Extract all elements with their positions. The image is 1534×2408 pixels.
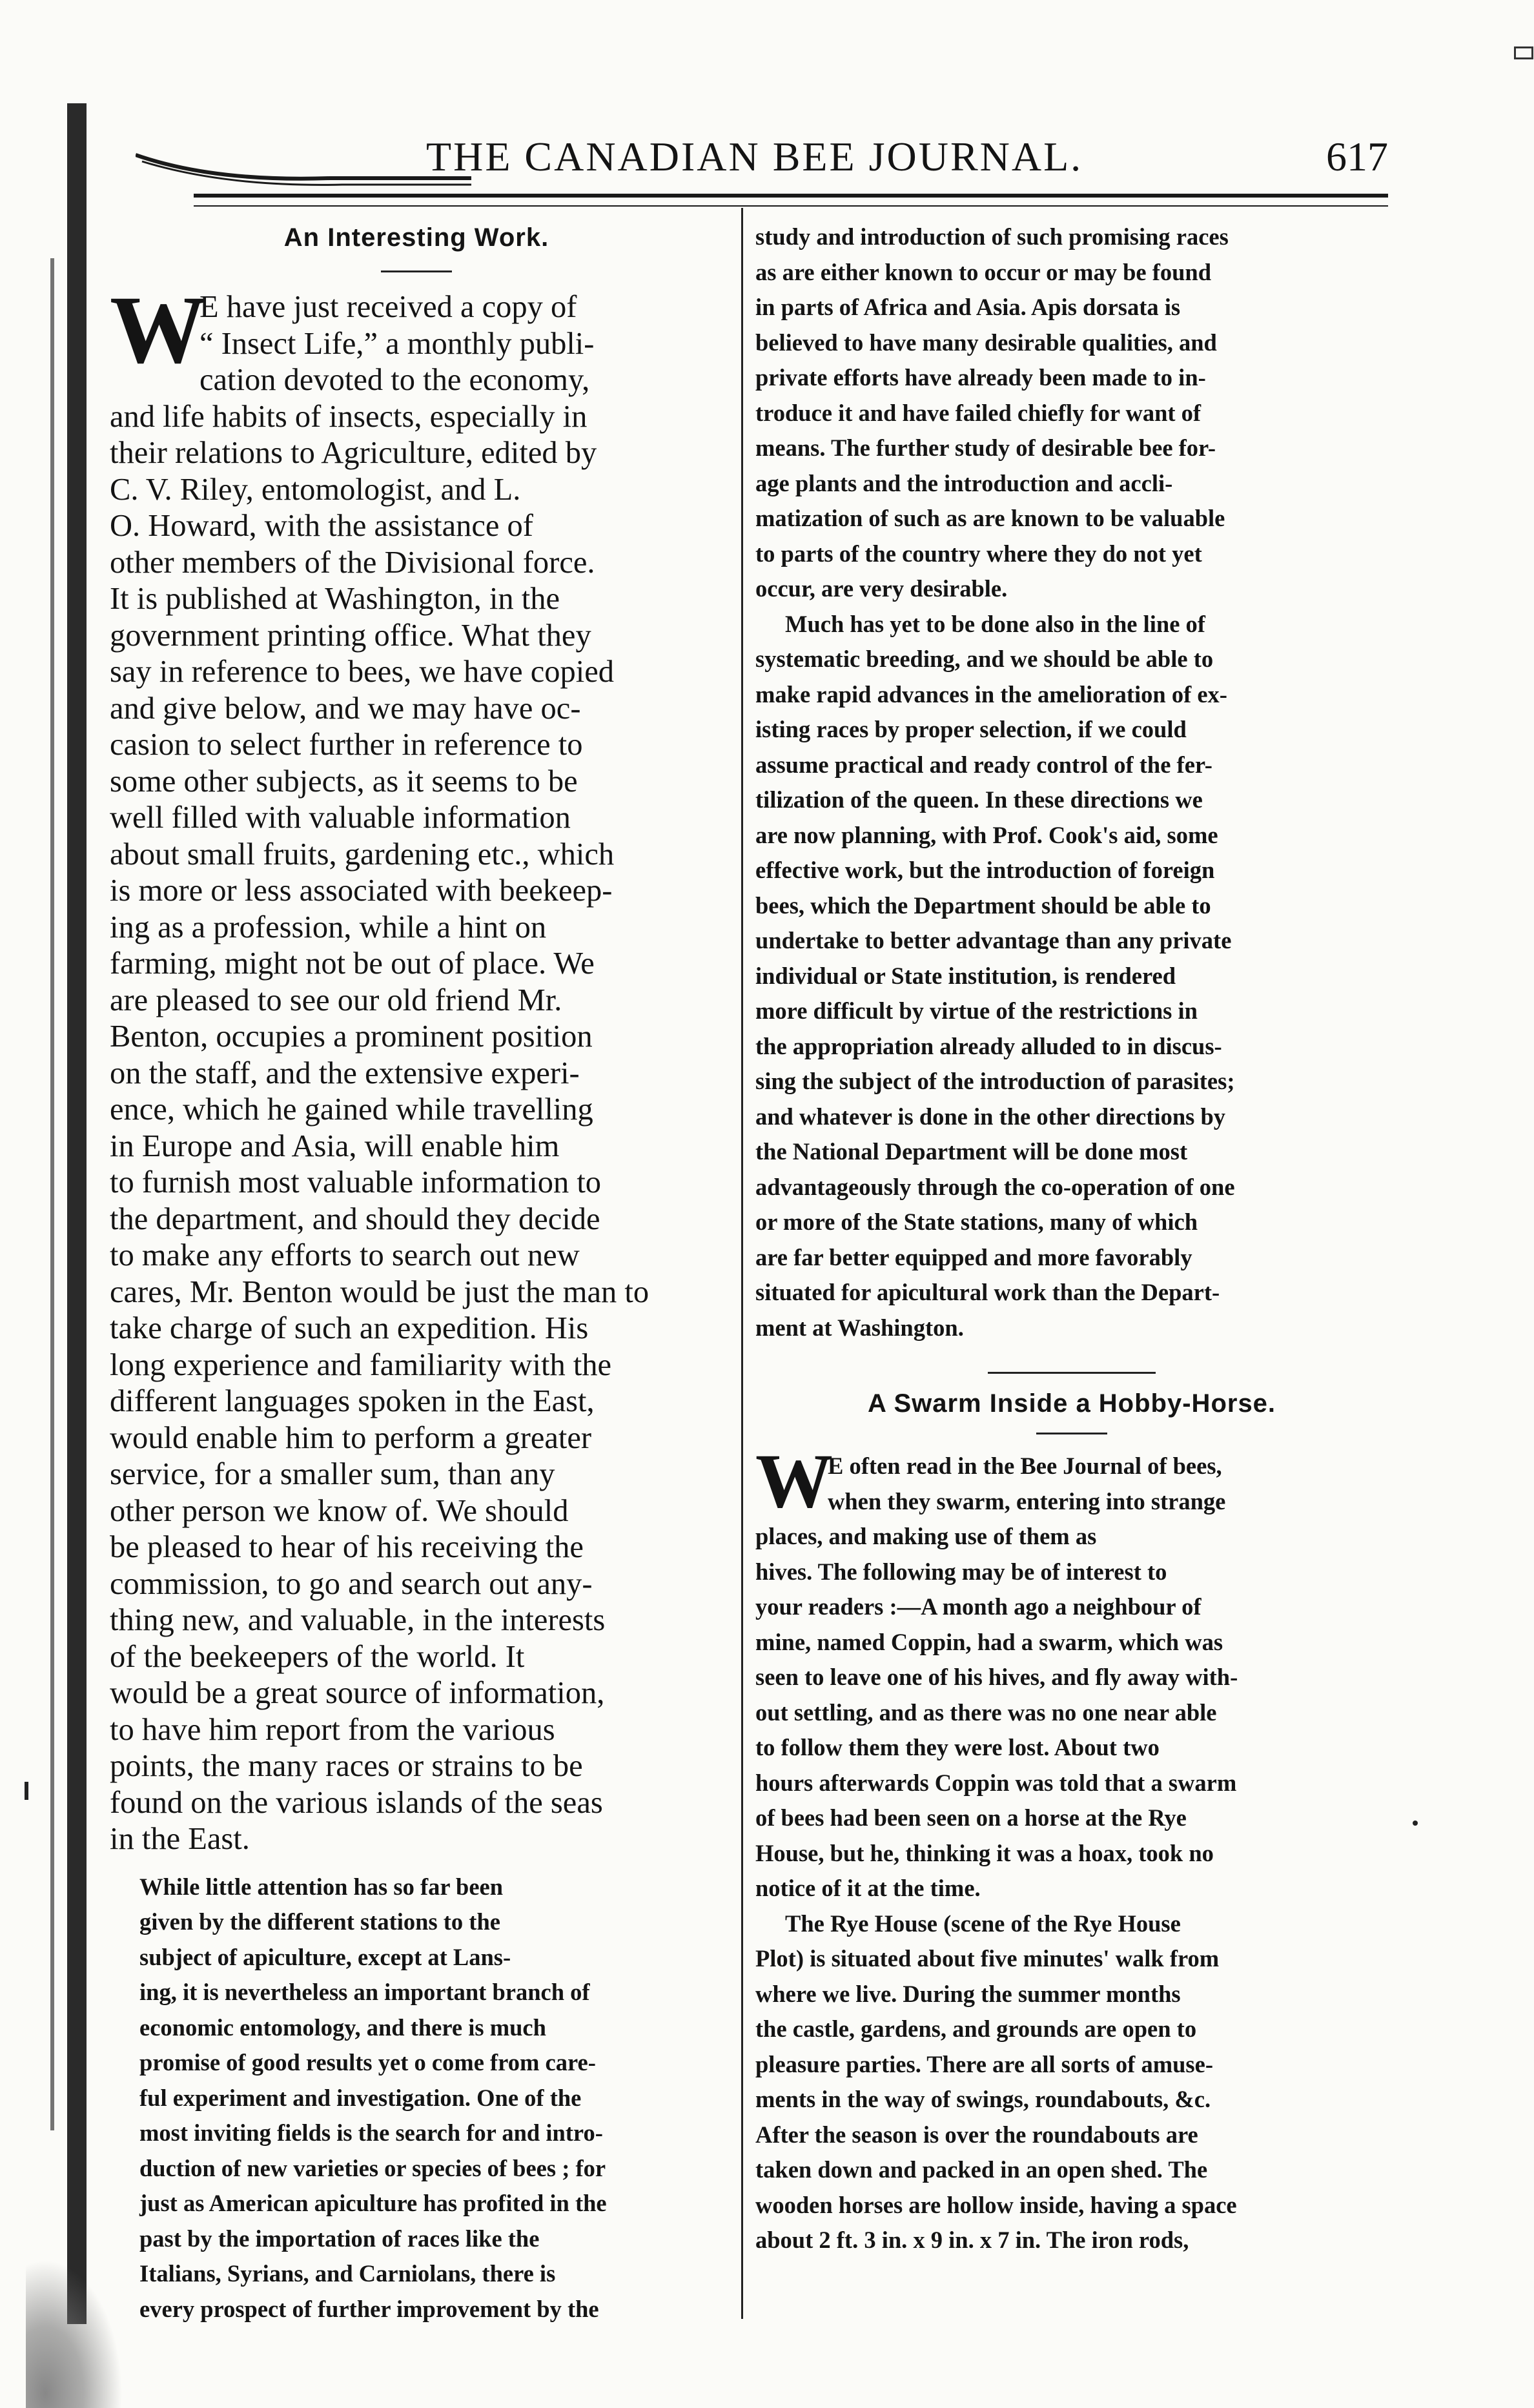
paragraph-lines [755, 1906, 1388, 2258]
paragraph-lines [755, 219, 1388, 607]
text-line: would be a great source of information, [110, 1676, 605, 1710]
column-divider [741, 208, 743, 2319]
section-separator [755, 1362, 1388, 1383]
text-line: occur, are very desirable. [755, 575, 1008, 602]
text-line: out settling, and as there was no one near able [755, 1699, 1217, 1726]
text-line: in the East. [110, 1822, 250, 1856]
article-body [110, 276, 723, 1858]
text-line: other members of the Divisional force. [110, 545, 595, 580]
text-line: when they swarm, entering into strange [828, 1487, 1226, 1515]
text-line: their relations to Agriculture, edited by [110, 436, 597, 470]
text-line: are now planning, with Prof. Cook's aid, some [755, 821, 1218, 848]
text-line: other person we know of. We should [110, 1493, 569, 1528]
text-line: situated for apicultural work than the Depart- [755, 1279, 1220, 1305]
text-line: E have just received a copy of [199, 290, 577, 324]
text-line: “ Insect Life,” a monthly publi- [199, 326, 595, 361]
text-line: more difficult by virtue of the restrictions in [755, 997, 1198, 1024]
text-line: The Rye House (scene of the Rye House [785, 1910, 1181, 1937]
paragraph-lines [755, 1438, 1388, 1906]
margin-mark [25, 1782, 28, 1800]
text-line: be pleased to hear of his receiving the [110, 1530, 584, 1564]
text-line: It is published at Washington, in the [110, 582, 560, 616]
text-line: to follow them they were lost. About two [755, 1734, 1160, 1760]
scan-corner-mark [1514, 46, 1533, 59]
quote-lines [110, 1870, 723, 2327]
text-line: notice of it at the time. [755, 1875, 981, 1901]
text-line: cation devoted to the economy, [199, 363, 590, 397]
text-line: about small fruits, gardening etc., which [110, 837, 615, 872]
text-line: Benton, occupies a prominent position [110, 1019, 593, 1054]
text-line: in Europe and Asia, will enable him [110, 1128, 560, 1163]
text-line: are far better equipped and more favorably [755, 1243, 1192, 1270]
text-line: individual or State institution, is rendered [755, 962, 1176, 989]
text-line: your readers :—A month ago a neighbour of [755, 1593, 1202, 1620]
paragraph-lines [755, 607, 1388, 1346]
header-swash-ornament [136, 151, 471, 190]
text-line: advantageously through the co-operation of one [755, 1173, 1235, 1200]
text-line: to parts of the country where they do not yet [755, 540, 1202, 567]
article-paragraph [755, 1906, 1388, 2258]
text-line: the castle, gardens, and grounds are open to [755, 2015, 1197, 2042]
text-line: take charge of such an expedition. His [110, 1311, 589, 1345]
text-line: the department, and should they decide [110, 1201, 600, 1236]
text-line: given by the different stations to the [139, 1908, 500, 1935]
text-line: believed to have many desirable qualities, and [755, 329, 1217, 356]
text-line: hives. The following may be of interest to [755, 1558, 1167, 1585]
text-line: every prospect of further improvement by the [139, 2295, 599, 2322]
text-line: most inviting fields is the search for and intro- [139, 2119, 603, 2146]
text-line: matization of such as are known to be valuable [755, 505, 1225, 531]
text-line: While little attention has so far been [139, 1873, 504, 1900]
text-line: of the beekeepers of the world. It [110, 1639, 525, 1674]
text-line: O. Howard, with the assistance of [110, 509, 533, 543]
text-line: isting races by proper selection, if we could [755, 716, 1187, 742]
text-line: and whatever is done in the other directions by [755, 1103, 1226, 1130]
text-line: service, for a smaller sum, than any [110, 1457, 555, 1491]
heading-dash [381, 270, 452, 272]
text-line: economic entomology, and there is much [139, 2014, 546, 2041]
left-column [110, 219, 723, 2327]
text-line: Much has yet to be done also in the line of [785, 610, 1205, 637]
text-line: farming, might not be out of place. We [110, 946, 595, 981]
text-line: E often read in the Bee Journal of bees, [828, 1453, 1222, 1479]
text-line: pleasure parties. There are all sorts of amuse- [755, 2050, 1213, 2077]
text-line: bees, which the Department should be able to [755, 892, 1211, 919]
text-line: ment at Washington. [755, 1314, 964, 1341]
text-line: to make any efforts to search out new [110, 1238, 580, 1272]
text-line: the appropriation already alluded to in discus- [755, 1032, 1222, 1059]
text-line: age plants and the introduction and accli- [755, 469, 1173, 496]
text-line: or more of the State stations, many of which [755, 1209, 1198, 1235]
continued-paragraph [755, 219, 1388, 607]
text-line: would enable him to perform a greater [110, 1420, 592, 1455]
text-line: as are either known to occur or may be found [755, 258, 1212, 285]
text-line: on the staff, and the extensive experi- [110, 1056, 580, 1090]
text-line: taken down and packed in an open shed. The [755, 2156, 1208, 2183]
text-line: some other subjects, as it seems to be [110, 764, 578, 799]
text-line: assume practical and ready control of the fer- [755, 751, 1212, 778]
text-line: make rapid advances in the amelioration of ex- [755, 680, 1227, 708]
text-line: commission, to go and search out any- [110, 1566, 593, 1601]
quoted-passage [110, 1870, 723, 2327]
text-line: cares, Mr. Benton would be just the man to [110, 1274, 649, 1309]
text-line: to have him report from the various [110, 1712, 555, 1747]
text-line: means. The further study of desirable bee for- [755, 434, 1216, 461]
text-line: troduce it and have failed chiefly for want of [755, 399, 1202, 426]
text-line: hours afterwards Coppin was told that a swarm [755, 1769, 1237, 1796]
article-heading: An Interesting Work. [283, 223, 549, 252]
text-line: undertake to better advantage than any private [755, 927, 1232, 954]
page-binding-edge [67, 103, 87, 2324]
text-line: subject of apiculture, except at Lans- [139, 1943, 511, 1970]
text-line: systematic breeding, and we should be able to [755, 646, 1214, 672]
margin-dot [1413, 1821, 1418, 1826]
drop-cap: W [110, 276, 207, 383]
text-line: where we live. During the summer months [755, 1980, 1181, 2007]
article-heading: A Swarm Inside a Hobby-Horse. [867, 1389, 1276, 1418]
text-line: seen to leave one of his hives, and fly away with- [755, 1664, 1238, 1690]
text-line: wooden horses are hollow inside, having a space [755, 2191, 1237, 2218]
text-line: promise of good results yet o come from care- [139, 2049, 596, 2076]
text-line: government printing office. What they [110, 618, 591, 653]
text-line: say in reference to bees, we have copied [110, 655, 614, 689]
text-line: just as American apiculture has profited in the [139, 2190, 607, 2216]
text-line: found on the various islands of the seas [110, 1785, 603, 1820]
continued-paragraph-2 [755, 607, 1388, 1346]
text-line: duction of new varieties or species of bees ; for [139, 2154, 606, 2181]
text-line: long experience and familiarity with the [110, 1347, 612, 1382]
text-line: House, but he, thinking it was a hoax, took no [755, 1839, 1214, 1866]
text-line: effective work, but the introduction of foreign [755, 857, 1215, 883]
text-line: Italians, Syrians, and Carniolans, there is [139, 2260, 556, 2287]
running-header [194, 129, 1388, 187]
text-line: are pleased to see our old friend Mr. [110, 983, 562, 1017]
text-line: the National Department will be done most [755, 1138, 1188, 1165]
text-line: ing as a profession, while a hint on [110, 910, 547, 944]
text-line: sing the subject of the introduction of parasites; [755, 1068, 1235, 1094]
header-rule-thin [194, 205, 1388, 207]
text-line: well filled with valuable information [110, 801, 571, 835]
page-binding-shadow [50, 258, 54, 2130]
text-line: After the season is over the roundabouts are [755, 2121, 1198, 2148]
text-line: ful experiment and investigation. One of the [139, 2084, 582, 2111]
text-line: thing new, and valuable, in the interests [110, 1603, 606, 1637]
text-line: places, and making use of them as [755, 1523, 1097, 1549]
text-line: is more or less associated with beekeep- [110, 873, 613, 908]
heading-dash [1036, 1433, 1107, 1434]
text-line: private efforts have already been made to in- [755, 364, 1206, 391]
article-lines [110, 276, 723, 1858]
text-line: past by the importation of races like the [139, 2225, 540, 2252]
text-line: of bees had been seen on a horse at the Rye [755, 1804, 1187, 1831]
text-line: points, the many races or strains to be [110, 1749, 583, 1783]
text-line: casion to select further in reference to [110, 728, 583, 762]
text-line: C. V. Riley, entomologist, and L. [110, 472, 521, 507]
text-line: study and introduction of such promising races [755, 223, 1229, 250]
article-body [755, 1438, 1388, 1906]
right-column [755, 219, 1388, 2258]
text-line: and give below, and we may have oc- [110, 691, 581, 726]
text-line: in parts of Africa and Asia. Apis dorsata is [755, 294, 1181, 320]
text-line: about 2 ft. 3 in. x 9 in. x 7 in. The iron rods, [755, 2227, 1189, 2253]
text-line: ing, it is nevertheless an important branch of [139, 1979, 590, 2005]
drop-cap: W [755, 1438, 833, 1524]
page-number: 617 [1326, 134, 1388, 179]
text-line: ence, which he gained while travelling [110, 1092, 593, 1127]
text-line: different languages spoken in the East, [110, 1384, 595, 1418]
text-line: tilization of the queen. In these directions we [755, 786, 1203, 813]
text-line: and life habits of insects, especially in [110, 399, 588, 434]
journal-title: THE CANADIAN BEE JOURNAL. [426, 134, 1083, 179]
page-corner-smudge [26, 2260, 123, 2408]
text-line: mine, named Coppin, had a swarm, which was [755, 1628, 1223, 1655]
text-line: to furnish most valuable information to [110, 1165, 602, 1199]
text-line: Plot) is situated about five minutes' walk from [755, 1945, 1220, 1972]
text-line: ments in the way of swings, roundabouts, &c. [755, 2086, 1211, 2112]
header-rule-thick [194, 194, 1388, 198]
